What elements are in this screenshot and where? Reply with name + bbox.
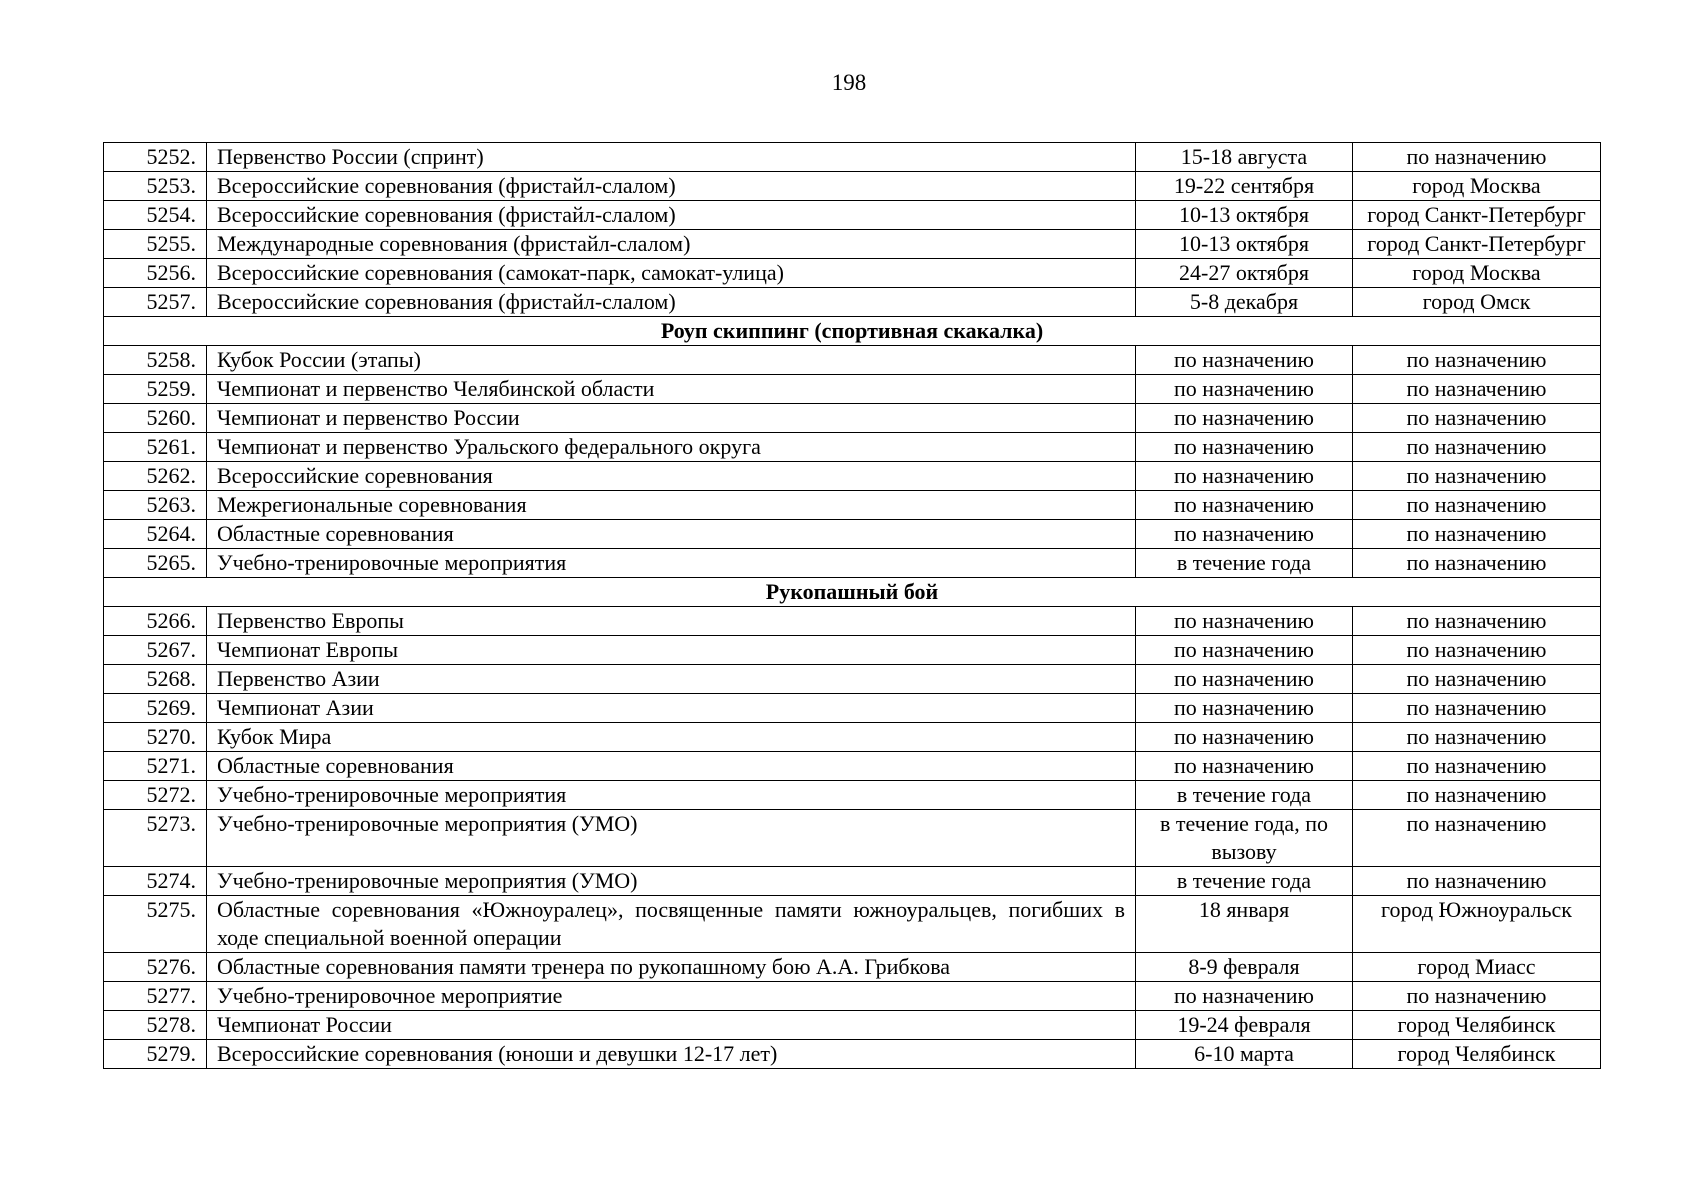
event-place: по назначению xyxy=(1353,433,1601,462)
event-date: по назначению xyxy=(1136,723,1353,752)
row-number: 5259. xyxy=(104,375,207,404)
event-date: 18 января xyxy=(1136,896,1353,953)
event-date: по назначению xyxy=(1136,433,1353,462)
row-number: 5252. xyxy=(104,143,207,172)
event-name: Учебно-тренировочное мероприятие xyxy=(207,982,1136,1011)
event-name: Первенство Европы xyxy=(207,607,1136,636)
event-date: в течение года xyxy=(1136,781,1353,810)
event-date: 10-13 октября xyxy=(1136,201,1353,230)
row-number: 5255. xyxy=(104,230,207,259)
event-name: Всероссийские соревнования xyxy=(207,462,1136,491)
event-name: Чемпионат Европы xyxy=(207,636,1136,665)
event-place: по назначению xyxy=(1353,404,1601,433)
event-date: 6-10 марта xyxy=(1136,1040,1353,1069)
section-title: Роуп скиппинг (спортивная скакалка) xyxy=(104,317,1601,346)
event-place: город Челябинск xyxy=(1353,1040,1601,1069)
table-row xyxy=(104,433,1601,462)
event-name: Всероссийские соревнования (юноши и девушки 12-17 лет) xyxy=(207,1040,1136,1069)
event-date: 8-9 февраля xyxy=(1136,953,1353,982)
table-row xyxy=(104,867,1601,896)
event-name: Всероссийские соревнования (фристайл-слалом) xyxy=(207,172,1136,201)
event-name: Чемпионат и первенство России xyxy=(207,404,1136,433)
row-number: 5267. xyxy=(104,636,207,665)
event-place: по назначению xyxy=(1353,549,1601,578)
event-place: город Челябинск xyxy=(1353,1011,1601,1040)
event-place: по назначению xyxy=(1353,375,1601,404)
event-date: по назначению xyxy=(1136,982,1353,1011)
table-row xyxy=(104,259,1601,288)
event-place: по назначению xyxy=(1353,982,1601,1011)
row-number: 5263. xyxy=(104,491,207,520)
event-date: по назначению xyxy=(1136,607,1353,636)
section-header-row xyxy=(104,317,1601,346)
event-name: Чемпионат Азии xyxy=(207,694,1136,723)
table-row xyxy=(104,172,1601,201)
table-row xyxy=(104,896,1601,953)
event-name: Областные соревнования xyxy=(207,752,1136,781)
table-row xyxy=(104,288,1601,317)
event-name: Областные соревнования памяти тренера по рукопашному бою А.А. Грибкова xyxy=(207,953,1136,982)
row-number: 5262. xyxy=(104,462,207,491)
event-name: Межрегиональные соревнования xyxy=(207,491,1136,520)
event-date: по назначению xyxy=(1136,375,1353,404)
event-name: Кубок России (этапы) xyxy=(207,346,1136,375)
event-name: Всероссийские соревнования (самокат-парк, самокат-улица) xyxy=(207,259,1136,288)
event-place: по назначению xyxy=(1353,723,1601,752)
table-row xyxy=(104,781,1601,810)
event-name: Международные соревнования (фристайл-слалом) xyxy=(207,230,1136,259)
table-row xyxy=(104,375,1601,404)
row-number: 5258. xyxy=(104,346,207,375)
event-date: по назначению xyxy=(1136,491,1353,520)
event-place: город Санкт-Петербург xyxy=(1353,201,1601,230)
table-row xyxy=(104,143,1601,172)
event-place: город Санкт-Петербург xyxy=(1353,230,1601,259)
row-number: 5254. xyxy=(104,201,207,230)
event-name: Учебно-тренировочные мероприятия xyxy=(207,781,1136,810)
event-date: 19-22 сентября xyxy=(1136,172,1353,201)
section-title: Рукопашный бой xyxy=(104,578,1601,607)
event-place: город Москва xyxy=(1353,172,1601,201)
event-date: по назначению xyxy=(1136,520,1353,549)
event-place: по назначению xyxy=(1353,491,1601,520)
row-number: 5257. xyxy=(104,288,207,317)
event-date: 15-18 августа xyxy=(1136,143,1353,172)
row-number: 5275. xyxy=(104,896,207,953)
event-place: по назначению xyxy=(1353,636,1601,665)
event-place: по назначению xyxy=(1353,810,1601,867)
row-number: 5273. xyxy=(104,810,207,867)
row-number: 5276. xyxy=(104,953,207,982)
event-date: 24-27 октября xyxy=(1136,259,1353,288)
event-place: по назначению xyxy=(1353,607,1601,636)
table-row xyxy=(104,491,1601,520)
event-place: город Миасс xyxy=(1353,953,1601,982)
row-number: 5261. xyxy=(104,433,207,462)
table-row xyxy=(104,665,1601,694)
row-number: 5278. xyxy=(104,1011,207,1040)
event-date: 19-24 февраля xyxy=(1136,1011,1353,1040)
event-date: по назначению xyxy=(1136,462,1353,491)
event-name: Учебно-тренировочные мероприятия (УМО) xyxy=(207,867,1136,896)
event-name: Чемпионат и первенство Уральского федерального округа xyxy=(207,433,1136,462)
table-row xyxy=(104,1011,1601,1040)
event-date: в течение года, по вызову xyxy=(1136,810,1353,867)
event-place: город Москва xyxy=(1353,259,1601,288)
event-place: по назначению xyxy=(1353,752,1601,781)
table-row xyxy=(104,953,1601,982)
event-date: по назначению xyxy=(1136,665,1353,694)
row-number: 5256. xyxy=(104,259,207,288)
event-date: по назначению xyxy=(1136,346,1353,375)
event-place: по назначению xyxy=(1353,694,1601,723)
table-row xyxy=(104,520,1601,549)
table-row xyxy=(104,404,1601,433)
row-number: 5253. xyxy=(104,172,207,201)
row-number: 5264. xyxy=(104,520,207,549)
event-date: 10-13 октября xyxy=(1136,230,1353,259)
row-number: 5277. xyxy=(104,982,207,1011)
event-date: в течение года xyxy=(1136,867,1353,896)
event-date: по назначению xyxy=(1136,694,1353,723)
event-place: по назначению xyxy=(1353,665,1601,694)
row-number: 5271. xyxy=(104,752,207,781)
table-row xyxy=(104,462,1601,491)
row-number: 5270. xyxy=(104,723,207,752)
events-table-body xyxy=(104,143,1601,1069)
event-date: по назначению xyxy=(1136,752,1353,781)
event-date: 5-8 декабря xyxy=(1136,288,1353,317)
table-row xyxy=(104,201,1601,230)
event-place: по назначению xyxy=(1353,346,1601,375)
table-row xyxy=(104,230,1601,259)
event-name: Учебно-тренировочные мероприятия (УМО) xyxy=(207,810,1136,867)
table-row xyxy=(104,810,1601,867)
table-row xyxy=(104,1040,1601,1069)
table-row xyxy=(104,549,1601,578)
event-place: по назначению xyxy=(1353,462,1601,491)
event-name: Областные соревнования xyxy=(207,520,1136,549)
event-name: Всероссийские соревнования (фристайл-слалом) xyxy=(207,201,1136,230)
event-name: Учебно-тренировочные мероприятия xyxy=(207,549,1136,578)
table-row xyxy=(104,636,1601,665)
event-date: по назначению xyxy=(1136,636,1353,665)
row-number: 5268. xyxy=(104,665,207,694)
section-header-row xyxy=(104,578,1601,607)
events-table xyxy=(103,142,1601,1069)
table-row xyxy=(104,694,1601,723)
table-row xyxy=(104,346,1601,375)
event-place: город Южноуральск xyxy=(1353,896,1601,953)
event-name: Областные соревнования «Южноуралец», посвященные памяти южноуральцев, погибших в ходе специальной военной операции xyxy=(207,896,1136,953)
row-number: 5272. xyxy=(104,781,207,810)
event-place: по назначению xyxy=(1353,867,1601,896)
event-place: по назначению xyxy=(1353,781,1601,810)
event-date: по назначению xyxy=(1136,404,1353,433)
event-name: Всероссийские соревнования (фристайл-слалом) xyxy=(207,288,1136,317)
table-row xyxy=(104,752,1601,781)
event-name: Чемпионат и первенство Челябинской области xyxy=(207,375,1136,404)
table-row xyxy=(104,982,1601,1011)
event-date: в течение года xyxy=(1136,549,1353,578)
event-place: город Омск xyxy=(1353,288,1601,317)
row-number: 5274. xyxy=(104,867,207,896)
row-number: 5260. xyxy=(104,404,207,433)
table-row xyxy=(104,607,1601,636)
row-number: 5265. xyxy=(104,549,207,578)
row-number: 5269. xyxy=(104,694,207,723)
event-name: Первенство Азии xyxy=(207,665,1136,694)
event-place: по назначению xyxy=(1353,520,1601,549)
event-name: Чемпионат России xyxy=(207,1011,1136,1040)
page-number: 198 xyxy=(831,70,867,95)
row-number: 5279. xyxy=(104,1040,207,1069)
event-place: по назначению xyxy=(1353,143,1601,172)
event-name: Кубок Мира xyxy=(207,723,1136,752)
row-number: 5266. xyxy=(104,607,207,636)
event-name: Первенство России (спринт) xyxy=(207,143,1136,172)
table-row xyxy=(104,723,1601,752)
